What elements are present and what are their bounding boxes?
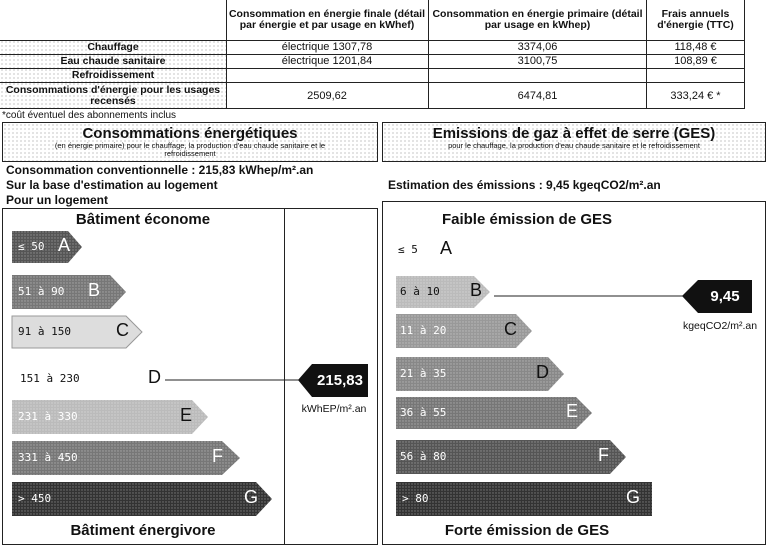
ges-class-b: 6 à 10 B [400,280,483,300]
header-primary-energy: Consommation en énergie primaire (détail par usage en kWhep) [432,8,643,31]
cell-total-primary: 6474,81 [517,89,558,102]
cell-heating-final: électrique 1307,78 [281,41,373,53]
ges-top-label: Faible émission de GES [441,211,613,228]
energy-class-b: 51 à 90 B [18,280,101,300]
energy-class-c: 91 à 150 C [18,320,129,340]
energy-class-f: 331 à 450 F [18,446,223,466]
cell-water-primary: 3100,75 [517,55,558,67]
row-label-hot-water: Eau chaude sanitaire [0,54,226,68]
energy-value-unit: kWhEP/m².an [301,403,367,415]
energy-value: 215,83 [317,372,363,389]
ges-subtitle: pour le chauffage, la production d'eau chaude sanitaire et le refroidissement [448,141,700,150]
energy-class-e: 231 à 330 E [18,405,193,425]
ges-class-f: 56 à 80 F [400,445,609,465]
cell-total-cost: 333,24 € * [670,89,721,102]
ges-bottom-label: Forte émission de GES [444,522,610,539]
energy-title: Consommations énergétiques [82,125,298,142]
ges-class-a: ≤ 5 A [398,238,453,258]
ges-estimation-line: Estimation des émissions : 9,45 kgeqCO2/m².an [388,178,661,192]
cell-water-final: électrique 1201,84 [281,55,373,67]
ges-header [382,122,766,162]
energy-top-label: Bâtiment économe [75,211,211,228]
energy-class-d: 151 à 230 D [20,367,161,387]
ges-class-d: 21 à 35 D [400,362,549,382]
energy-consumption-line: Consommation conventionnelle : 215,83 kWhep/m².an [6,163,314,177]
energy-estimation-line: Sur la base d'estimation au logement [6,178,218,192]
ges-value-unit: kgeqCO2/m².an [682,320,758,332]
ges-class-e: 36 à 55 E [400,401,579,421]
energy-class-a: ≤ 50 A [18,235,71,255]
row-label-cooling: Refroidissement [0,68,226,82]
energy-dwelling-line: Pour un logement [6,193,108,207]
cell-water-cost: 108,89 € [674,55,717,67]
ges-title: Emissions de gaz à effet de serre (GES) [432,125,716,142]
cell-heating-primary: 3374,06 [517,41,558,53]
energy-bottom-label: Bâtiment énergivore [70,522,216,539]
ges-class-g: > 80 G [402,487,641,507]
row-label-total: Consommations d'énergie pour les usages recensés [0,82,226,109]
header-final-energy: Consommation en énergie finale (détail par énergie et par usage en kWhef) [228,8,426,31]
energy-class-g: > 450 G [18,487,259,507]
cell-total-final: 2509,62 [307,89,347,102]
cell-heating-cost: 118,48 € [674,41,717,53]
table-footnote: *coût éventuel des abonnements inclus [2,110,177,121]
row-label-heating: Chauffage [0,40,226,54]
energy-subtitle: (en énergie primaire) pour le chauffage, la production d'eau chaude sanitaire et le refroidissement [54,141,326,158]
header-annual-costs: Frais annuels d'énergie (TTC) [657,8,734,31]
ges-value: 9,45 [710,288,740,305]
ges-class-c: 11 à 20 C [400,319,517,339]
